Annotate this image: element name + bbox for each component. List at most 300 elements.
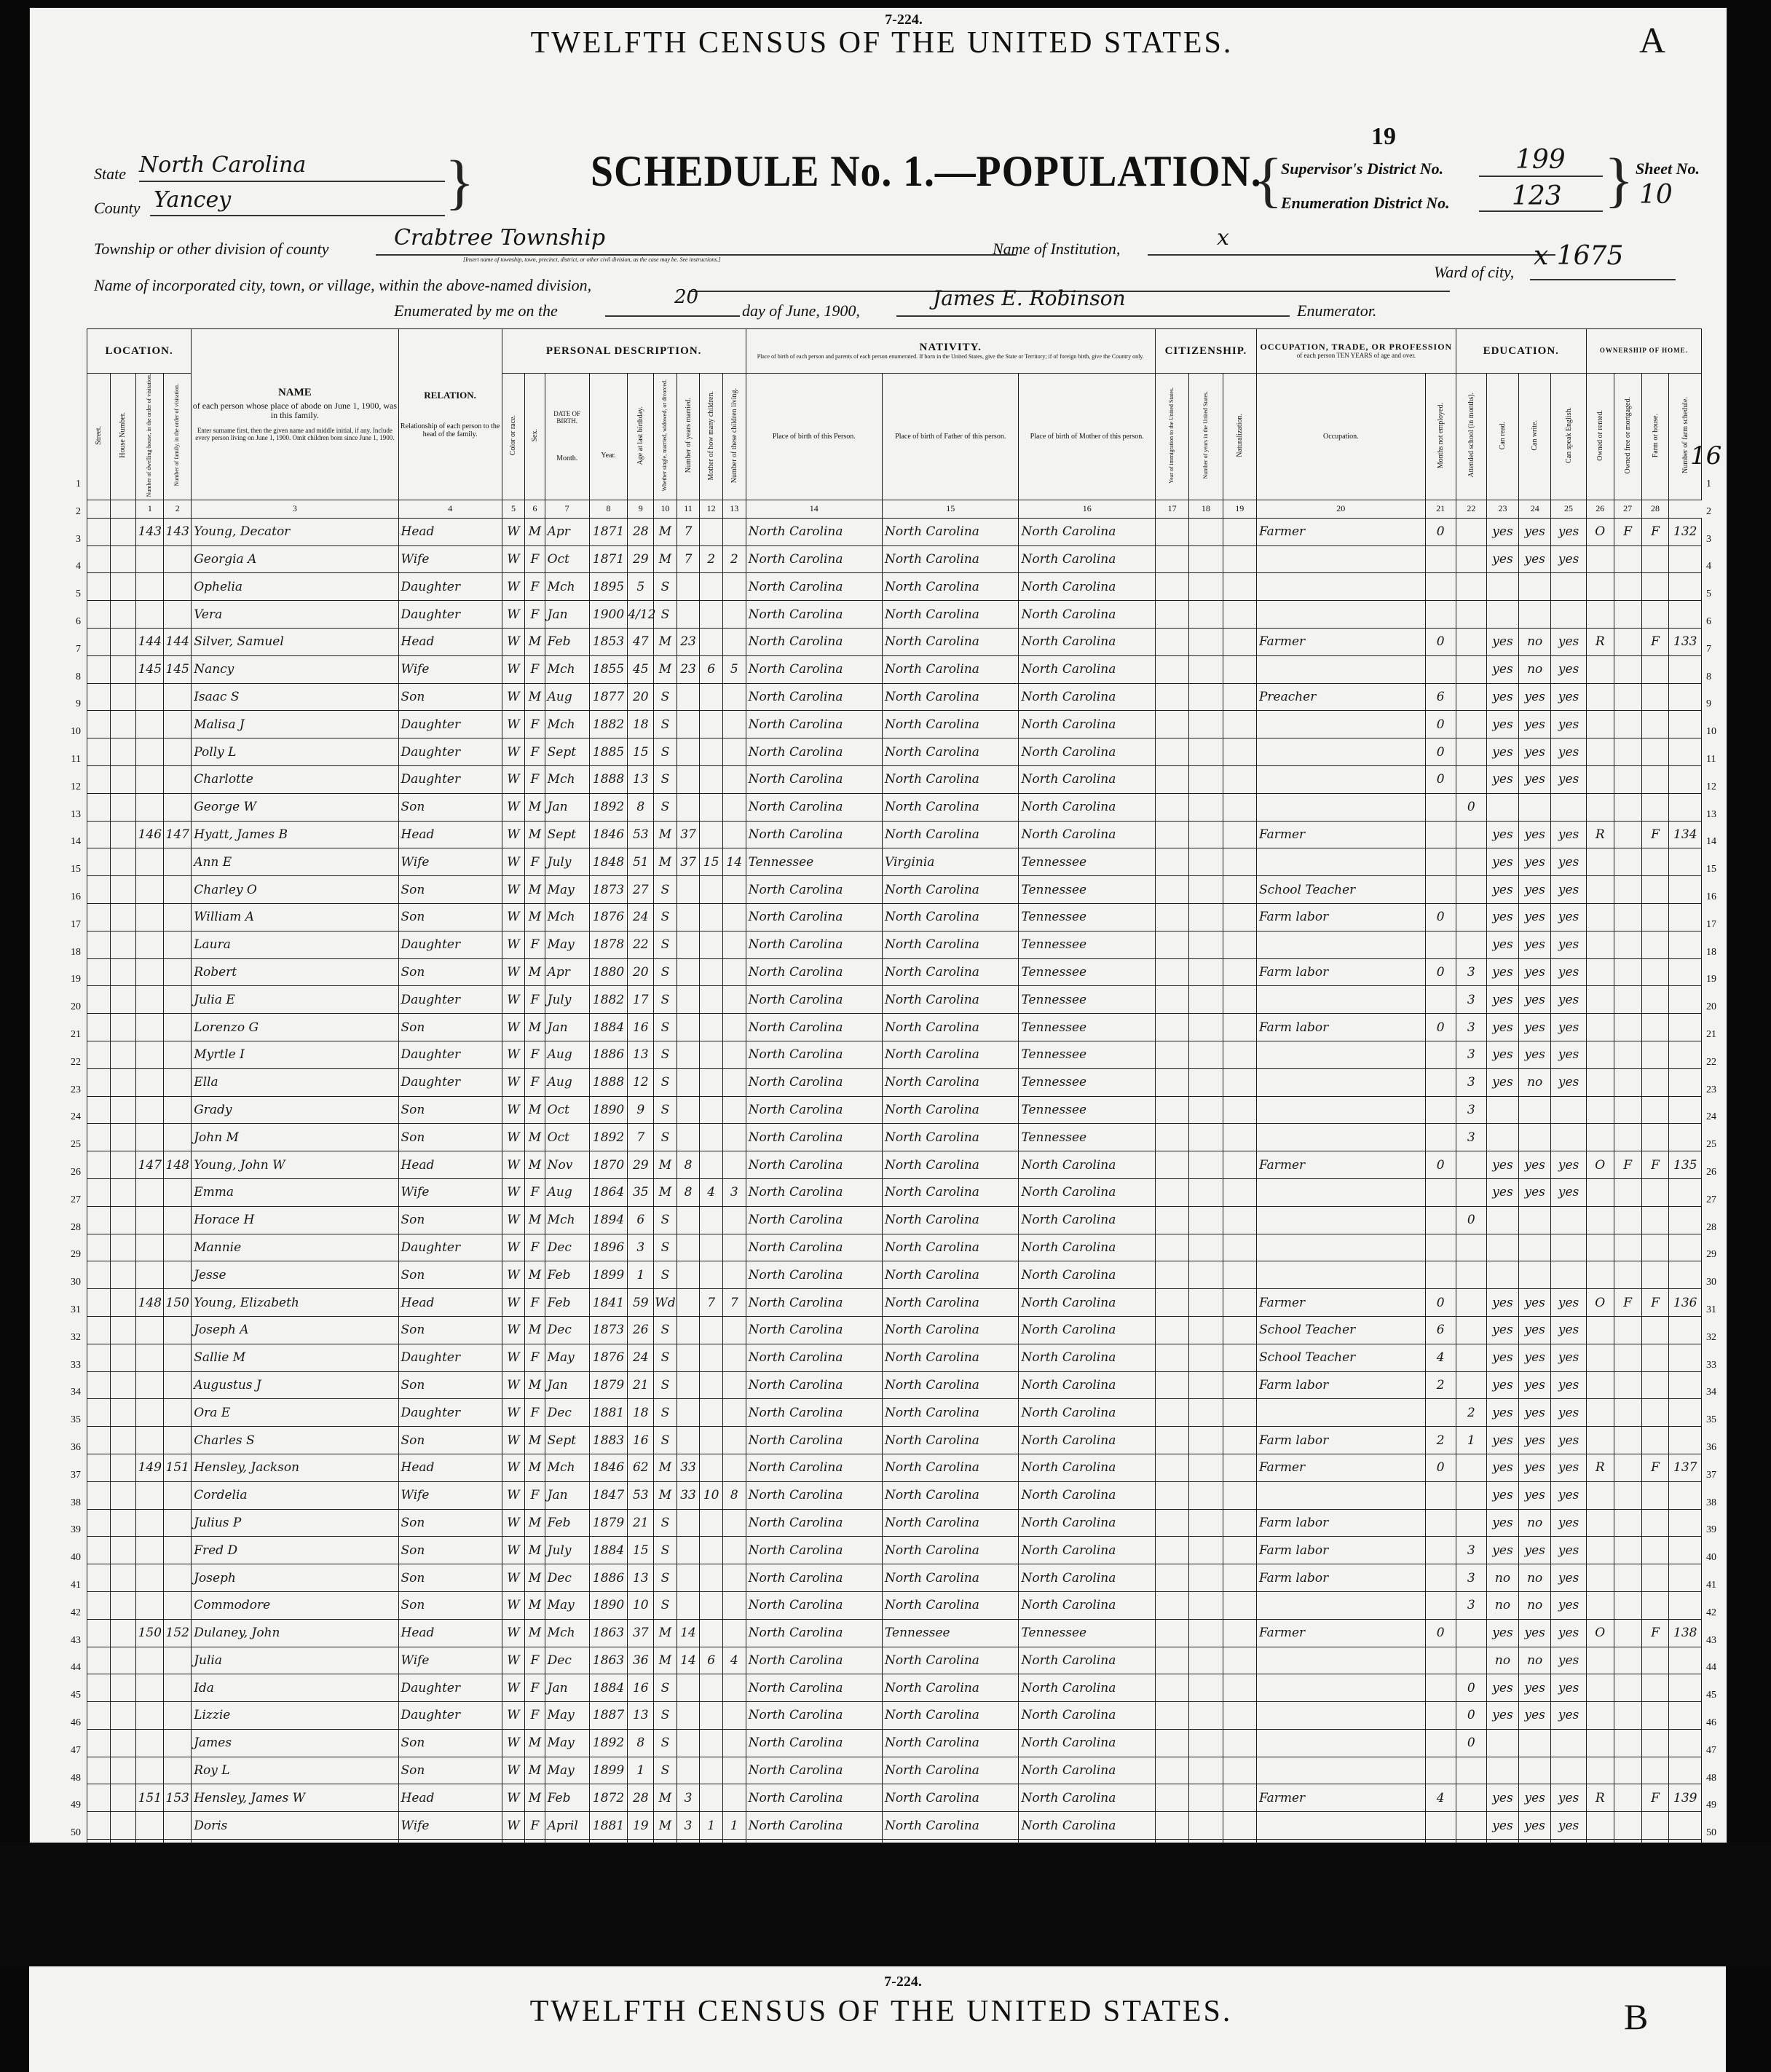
farm-house-cell	[1641, 1812, 1669, 1840]
line-number: 14	[71, 836, 81, 848]
birthplace-mother-cell: North Carolina	[1019, 1481, 1155, 1509]
attended-school-cell: 3	[1456, 986, 1486, 1014]
birth-year-cell: 1899	[589, 1757, 628, 1784]
street-cell	[87, 1151, 111, 1179]
months-unemployed-cell: 0	[1425, 1454, 1456, 1481]
children-living-cell: 3	[722, 1178, 746, 1206]
birth-year-cell: 1895	[589, 573, 628, 601]
line-number-right: 6	[1706, 616, 1711, 627]
can-write-cell: yes	[1519, 518, 1551, 545]
line-number: 41	[71, 1580, 81, 1591]
free-mortgaged-cell	[1614, 958, 1641, 986]
table-row	[87, 1234, 1702, 1261]
color-cell: W	[502, 1014, 525, 1041]
relation-cell: Daughter	[398, 766, 502, 794]
line-number-right: 17	[1706, 918, 1716, 930]
color-cell: W	[502, 1151, 525, 1179]
header-birth-month	[545, 374, 589, 500]
occupation-cell: Farm labor	[1256, 958, 1425, 986]
age-cell: 45	[628, 655, 654, 683]
line-number: 45	[71, 1690, 81, 1701]
farm-schedule-cell	[1669, 1702, 1702, 1730]
dwelling-number-cell	[136, 1399, 164, 1427]
marital-cell: S	[654, 1124, 677, 1151]
immigration-cell	[1155, 1151, 1188, 1179]
immigration-cell	[1155, 1041, 1188, 1068]
family-number-cell	[164, 601, 192, 629]
person-name-cell: Laura	[192, 931, 398, 958]
relation-cell: Son	[398, 1509, 502, 1537]
birthplace-father-cell: North Carolina	[883, 1124, 1019, 1151]
relation-cell: Wife	[398, 1481, 502, 1509]
birthplace-father-cell: North Carolina	[883, 1316, 1019, 1344]
birthplace-mother-cell: Tennessee	[1019, 931, 1155, 958]
age-cell: 24	[628, 903, 654, 931]
relation-cell: Daughter	[398, 931, 502, 958]
birthplace-mother-cell: North Carolina	[1019, 629, 1155, 656]
relation-cell: Wife	[398, 1812, 502, 1840]
attended-school-cell: 1	[1456, 1427, 1486, 1454]
naturalization-cell	[1223, 821, 1256, 848]
age-cell: 53	[628, 821, 654, 848]
street-cell	[87, 573, 111, 601]
farm-house-cell	[1641, 573, 1669, 601]
sex-cell: F	[525, 573, 545, 601]
children-living-cell	[722, 1427, 746, 1454]
header-can-speak-text: Can speak English.	[1564, 407, 1573, 464]
birth-year-cell: 1855	[589, 655, 628, 683]
owned-rented-cell	[1586, 903, 1614, 931]
institution-label: Name of Institution,	[993, 240, 1121, 258]
marital-cell: S	[654, 1014, 677, 1041]
column-number: 14	[746, 500, 882, 518]
birthplace-person-cell: North Carolina	[746, 958, 882, 986]
marital-cell: S	[654, 876, 677, 904]
birthplace-person-cell: North Carolina	[746, 1124, 882, 1151]
free-mortgaged-cell	[1614, 573, 1641, 601]
immigration-cell	[1155, 1068, 1188, 1096]
color-cell: W	[502, 518, 525, 545]
owned-rented-cell	[1586, 848, 1614, 876]
header-can-read-text: Can read.	[1498, 421, 1507, 449]
immigration-cell	[1155, 1316, 1188, 1344]
street-cell	[87, 1564, 111, 1592]
marital-cell: M	[654, 1812, 677, 1840]
birth-month-cell: Sept	[545, 821, 589, 848]
attended-school-cell	[1456, 655, 1486, 683]
sex-cell: F	[525, 1068, 545, 1096]
line-number: 46	[71, 1717, 81, 1728]
children-living-cell	[722, 903, 746, 931]
attended-school-cell	[1456, 876, 1486, 904]
mother-of-cell	[700, 821, 723, 848]
birthplace-father-cell: North Carolina	[883, 1509, 1019, 1537]
birthplace-person-cell: North Carolina	[746, 1812, 882, 1840]
farm-schedule-cell: 136	[1669, 1289, 1702, 1317]
birthplace-mother-cell: Tennessee	[1019, 1124, 1155, 1151]
years-in-us-cell	[1189, 958, 1223, 986]
person-name-cell: Hensley, Jackson	[192, 1454, 398, 1481]
birthplace-person-cell: North Carolina	[746, 1096, 882, 1124]
can-read-cell: yes	[1486, 738, 1518, 766]
header-attended-school	[1456, 374, 1486, 500]
farm-schedule-cell	[1669, 1261, 1702, 1289]
years-in-us-cell	[1189, 545, 1223, 573]
can-speak-cell	[1551, 793, 1586, 821]
color-cell: W	[502, 931, 525, 958]
dwelling-number-cell	[136, 793, 164, 821]
children-living-cell	[722, 1068, 746, 1096]
house-number-cell	[110, 683, 136, 711]
column-number: 27	[1614, 500, 1641, 518]
occupation-cell: Farmer	[1256, 1784, 1425, 1812]
owned-rented-cell	[1586, 601, 1614, 629]
line-number: 37	[71, 1469, 81, 1481]
children-living-cell	[722, 573, 746, 601]
birthplace-person-cell: North Carolina	[746, 683, 882, 711]
birth-year-cell: 1871	[589, 545, 628, 573]
sex-cell: F	[525, 1647, 545, 1674]
can-write-cell: yes	[1519, 1399, 1551, 1427]
age-cell: 13	[628, 1041, 654, 1068]
farm-house-cell	[1641, 958, 1669, 986]
farm-schedule-cell: 137	[1669, 1454, 1702, 1481]
mother-of-cell	[700, 903, 723, 931]
children-living-cell	[722, 1591, 746, 1619]
can-speak-cell: yes	[1551, 1537, 1586, 1564]
line-number-right: 12	[1706, 781, 1716, 792]
months-unemployed-cell	[1425, 1068, 1456, 1096]
sex-cell: F	[525, 1702, 545, 1730]
header-occupation	[1256, 329, 1456, 374]
sex-cell: M	[525, 1151, 545, 1179]
sex-cell: F	[525, 1344, 545, 1371]
header-dwelling-number-text: Number of dwelling-house, in the order of visitation.	[146, 374, 153, 497]
occupation-cell: Farm labor	[1256, 903, 1425, 931]
birthplace-person-cell: North Carolina	[746, 876, 882, 904]
birthplace-mother-cell: North Carolina	[1019, 1537, 1155, 1564]
marital-cell: M	[654, 1481, 677, 1509]
line-number: 23	[71, 1084, 81, 1095]
immigration-cell	[1155, 1261, 1188, 1289]
sex-cell: M	[525, 1509, 545, 1537]
marital-cell: M	[654, 545, 677, 573]
table-row	[87, 821, 1702, 848]
mother-of-cell	[700, 1674, 723, 1702]
naturalization-cell	[1223, 848, 1256, 876]
years-in-us-cell	[1189, 1729, 1223, 1757]
dwelling-number-cell	[136, 1124, 164, 1151]
house-number-cell	[110, 876, 136, 904]
dwelling-number-cell: 143	[136, 518, 164, 545]
can-speak-cell: yes	[1551, 1812, 1586, 1840]
color-cell: W	[502, 821, 525, 848]
can-speak-cell: yes	[1551, 958, 1586, 986]
line-number-right: 26	[1706, 1167, 1716, 1178]
person-name-cell: Lorenzo G	[192, 1014, 398, 1041]
dwelling-number-cell	[136, 1702, 164, 1730]
children-living-cell: 14	[722, 848, 746, 876]
color-cell: W	[502, 1729, 525, 1757]
free-mortgaged-cell	[1614, 1812, 1641, 1840]
children-living-cell	[722, 1619, 746, 1647]
birthplace-father-cell: Tennessee	[883, 1619, 1019, 1647]
marital-cell: S	[654, 793, 677, 821]
can-write-cell: no	[1519, 655, 1551, 683]
can-write-cell: yes	[1519, 1702, 1551, 1730]
marital-cell: S	[654, 1729, 677, 1757]
family-number-cell	[164, 1702, 192, 1730]
dwelling-number-cell	[136, 903, 164, 931]
birth-year-cell: 1853	[589, 629, 628, 656]
farm-schedule-cell	[1669, 1591, 1702, 1619]
naturalization-cell	[1223, 1178, 1256, 1206]
relation-cell: Wife	[398, 655, 502, 683]
years-in-us-cell	[1189, 986, 1223, 1014]
relation-cell: Son	[398, 1591, 502, 1619]
birth-month-cell: Mch	[545, 766, 589, 794]
age-cell: 7	[628, 1124, 654, 1151]
mother-of-cell	[700, 1014, 723, 1041]
column-number	[110, 500, 136, 518]
years-married-cell	[677, 766, 700, 794]
farm-house-cell	[1641, 601, 1669, 629]
age-cell: 13	[628, 766, 654, 794]
birthplace-person-cell: North Carolina	[746, 629, 882, 656]
birthplace-person-cell: North Carolina	[746, 655, 882, 683]
can-speak-cell: yes	[1551, 1316, 1586, 1344]
farm-schedule-cell	[1669, 1371, 1702, 1399]
birthplace-mother-cell: North Carolina	[1019, 1178, 1155, 1206]
house-number-cell	[110, 1509, 136, 1537]
can-write-cell: no	[1519, 1509, 1551, 1537]
birthplace-person-cell: North Carolina	[746, 711, 882, 738]
owned-rented-cell	[1586, 1812, 1614, 1840]
dwelling-number-cell: 150	[136, 1619, 164, 1647]
relation-cell: Son	[398, 1427, 502, 1454]
occupation-cell	[1256, 848, 1425, 876]
header-owned-rented-text: Owned or rented.	[1596, 409, 1604, 461]
birthplace-mother-cell: Tennessee	[1019, 1041, 1155, 1068]
occupation-cell	[1256, 1812, 1425, 1840]
can-speak-cell: yes	[1551, 1702, 1586, 1730]
attended-school-cell	[1456, 1289, 1486, 1317]
header-occupation-desc: of each person TEN YEARS of age and over.	[1296, 351, 1416, 359]
birthplace-person-cell: North Carolina	[746, 1371, 882, 1399]
table-row	[87, 1537, 1702, 1564]
occupation-cell	[1256, 766, 1425, 794]
can-speak-cell: yes	[1551, 1454, 1586, 1481]
attended-school-cell	[1456, 711, 1486, 738]
can-read-cell	[1486, 1234, 1518, 1261]
table-row	[87, 1619, 1702, 1647]
person-name-cell: William A	[192, 903, 398, 931]
free-mortgaged-cell	[1614, 711, 1641, 738]
column-number: 15	[883, 500, 1019, 518]
column-number: 24	[1519, 500, 1551, 518]
years-married-cell	[677, 986, 700, 1014]
occupation-cell	[1256, 1178, 1425, 1206]
age-cell: 20	[628, 958, 654, 986]
birthplace-father-cell: North Carolina	[883, 793, 1019, 821]
owned-rented-cell	[1586, 655, 1614, 683]
color-cell: W	[502, 1481, 525, 1509]
immigration-cell	[1155, 1729, 1188, 1757]
family-number-cell	[164, 1261, 192, 1289]
free-mortgaged-cell	[1614, 1041, 1641, 1068]
birthplace-father-cell: North Carolina	[883, 876, 1019, 904]
naturalization-cell	[1223, 1289, 1256, 1317]
years-married-cell	[677, 573, 700, 601]
immigration-cell	[1155, 1096, 1188, 1124]
mother-of-cell	[700, 1316, 723, 1344]
left-brace: }	[445, 149, 475, 216]
township-note: [Insert name of township, town, precinct, district, or other civil division, as the case may be. See instructions.]	[463, 256, 721, 263]
street-cell	[87, 903, 111, 931]
relation-cell: Head	[398, 1784, 502, 1812]
color-cell: W	[502, 1344, 525, 1371]
can-read-cell: no	[1486, 1591, 1518, 1619]
color-cell: W	[502, 1619, 525, 1647]
table-row	[87, 1151, 1702, 1179]
color-cell: W	[502, 1206, 525, 1234]
years-in-us-cell	[1189, 1096, 1223, 1124]
birth-month-cell: Feb	[545, 1289, 589, 1317]
farm-schedule-cell	[1669, 738, 1702, 766]
street-cell	[87, 1344, 111, 1371]
house-number-cell	[110, 1124, 136, 1151]
can-read-cell: yes	[1486, 655, 1518, 683]
color-cell: W	[502, 1812, 525, 1840]
months-unemployed-cell: 6	[1425, 1316, 1456, 1344]
birthplace-person-cell: North Carolina	[746, 1316, 882, 1344]
relation-cell: Son	[398, 1537, 502, 1564]
years-in-us-cell	[1189, 1206, 1223, 1234]
line-number-right: 45	[1706, 1690, 1716, 1701]
children-living-cell	[722, 1702, 746, 1730]
table-row	[87, 1647, 1702, 1674]
years-in-us-cell	[1189, 711, 1223, 738]
sheet-no-value: 10	[1639, 180, 1673, 210]
person-name-cell: Silver, Samuel	[192, 629, 398, 656]
street-cell	[87, 738, 111, 766]
years-in-us-cell	[1189, 1481, 1223, 1509]
birthplace-person-cell: North Carolina	[746, 903, 882, 931]
age-cell: 53	[628, 1481, 654, 1509]
birth-year-cell: 1884	[589, 1014, 628, 1041]
column-number: 5	[502, 500, 525, 518]
years-married-cell: 33	[677, 1481, 700, 1509]
owned-rented-cell	[1586, 1371, 1614, 1399]
line-number-right: 44	[1706, 1662, 1716, 1674]
line-number: 13	[71, 808, 81, 820]
months-unemployed-cell	[1425, 1234, 1456, 1261]
institution-underline	[1148, 254, 1555, 256]
can-read-cell: yes	[1486, 1371, 1518, 1399]
family-number-cell	[164, 1096, 192, 1124]
sex-cell: M	[525, 1454, 545, 1481]
months-unemployed-cell: 0	[1425, 1151, 1456, 1179]
months-unemployed-cell: 4	[1425, 1344, 1456, 1371]
birthplace-father-cell: North Carolina	[883, 1178, 1019, 1206]
house-number-cell	[110, 793, 136, 821]
farm-house-cell	[1641, 1757, 1669, 1784]
relation-cell: Daughter	[398, 1399, 502, 1427]
house-number-cell	[110, 1812, 136, 1840]
can-speak-cell: yes	[1551, 1014, 1586, 1041]
free-mortgaged-cell	[1614, 848, 1641, 876]
birthplace-person-cell: North Carolina	[746, 1178, 882, 1206]
header-birth-title: DATE OF BIRTH.	[553, 410, 581, 425]
immigration-cell	[1155, 738, 1188, 766]
children-living-cell: 1	[722, 1812, 746, 1840]
can-read-cell	[1486, 1729, 1518, 1757]
naturalization-cell	[1223, 1096, 1256, 1124]
township-label: Township or other division of county	[94, 240, 329, 258]
column-number: 6	[525, 500, 545, 518]
owned-rented-cell	[1586, 573, 1614, 601]
children-living-cell	[722, 1206, 746, 1234]
farm-schedule-cell	[1669, 958, 1702, 986]
attended-school-cell: 3	[1456, 1564, 1486, 1592]
table-row	[87, 1068, 1702, 1096]
years-in-us-cell	[1189, 1757, 1223, 1784]
mother-of-cell	[700, 711, 723, 738]
mother-of-cell	[700, 629, 723, 656]
marital-cell: S	[654, 1591, 677, 1619]
house-number-cell	[110, 1371, 136, 1399]
age-cell: 18	[628, 1399, 654, 1427]
line-number-right: 39	[1706, 1524, 1716, 1536]
marital-cell: M	[654, 1151, 677, 1179]
age-cell: 27	[628, 876, 654, 904]
can-read-cell: yes	[1486, 1812, 1518, 1840]
occupation-cell	[1256, 1096, 1425, 1124]
line-number-right: 1	[1706, 478, 1711, 489]
years-in-us-cell	[1189, 518, 1223, 545]
can-speak-cell	[1551, 1124, 1586, 1151]
birth-month-cell: Mch	[545, 903, 589, 931]
line-number-right: 42	[1706, 1607, 1716, 1618]
header-age-text: Age at last birthday.	[636, 406, 645, 465]
farm-house-cell	[1641, 1068, 1669, 1096]
can-write-cell: yes	[1519, 1537, 1551, 1564]
farm-house-cell	[1641, 655, 1669, 683]
birth-year-cell: 1864	[589, 1178, 628, 1206]
color-cell: W	[502, 1784, 525, 1812]
line-number-right: 10	[1706, 726, 1716, 738]
street-cell	[87, 1178, 111, 1206]
column-number: 4	[398, 500, 502, 518]
birth-year-cell: 1882	[589, 986, 628, 1014]
mother-of-cell	[700, 931, 723, 958]
farm-schedule-cell: 135	[1669, 1151, 1702, 1179]
free-mortgaged-cell	[1614, 1124, 1641, 1151]
line-number-right: 46	[1706, 1717, 1716, 1728]
birthplace-mother-cell: North Carolina	[1019, 1206, 1155, 1234]
header-marital	[654, 374, 677, 500]
marital-cell: M	[654, 848, 677, 876]
years-in-us-cell	[1189, 1014, 1223, 1041]
owned-rented-cell: O	[1586, 1619, 1614, 1647]
line-number-right: 49	[1706, 1800, 1716, 1811]
table-row	[87, 683, 1702, 711]
census-sheet-b	[29, 1966, 1726, 2072]
birthplace-father-cell: North Carolina	[883, 518, 1019, 545]
birthplace-person-cell: North Carolina	[746, 1619, 882, 1647]
house-number-cell	[110, 1068, 136, 1096]
table-row	[87, 876, 1702, 904]
